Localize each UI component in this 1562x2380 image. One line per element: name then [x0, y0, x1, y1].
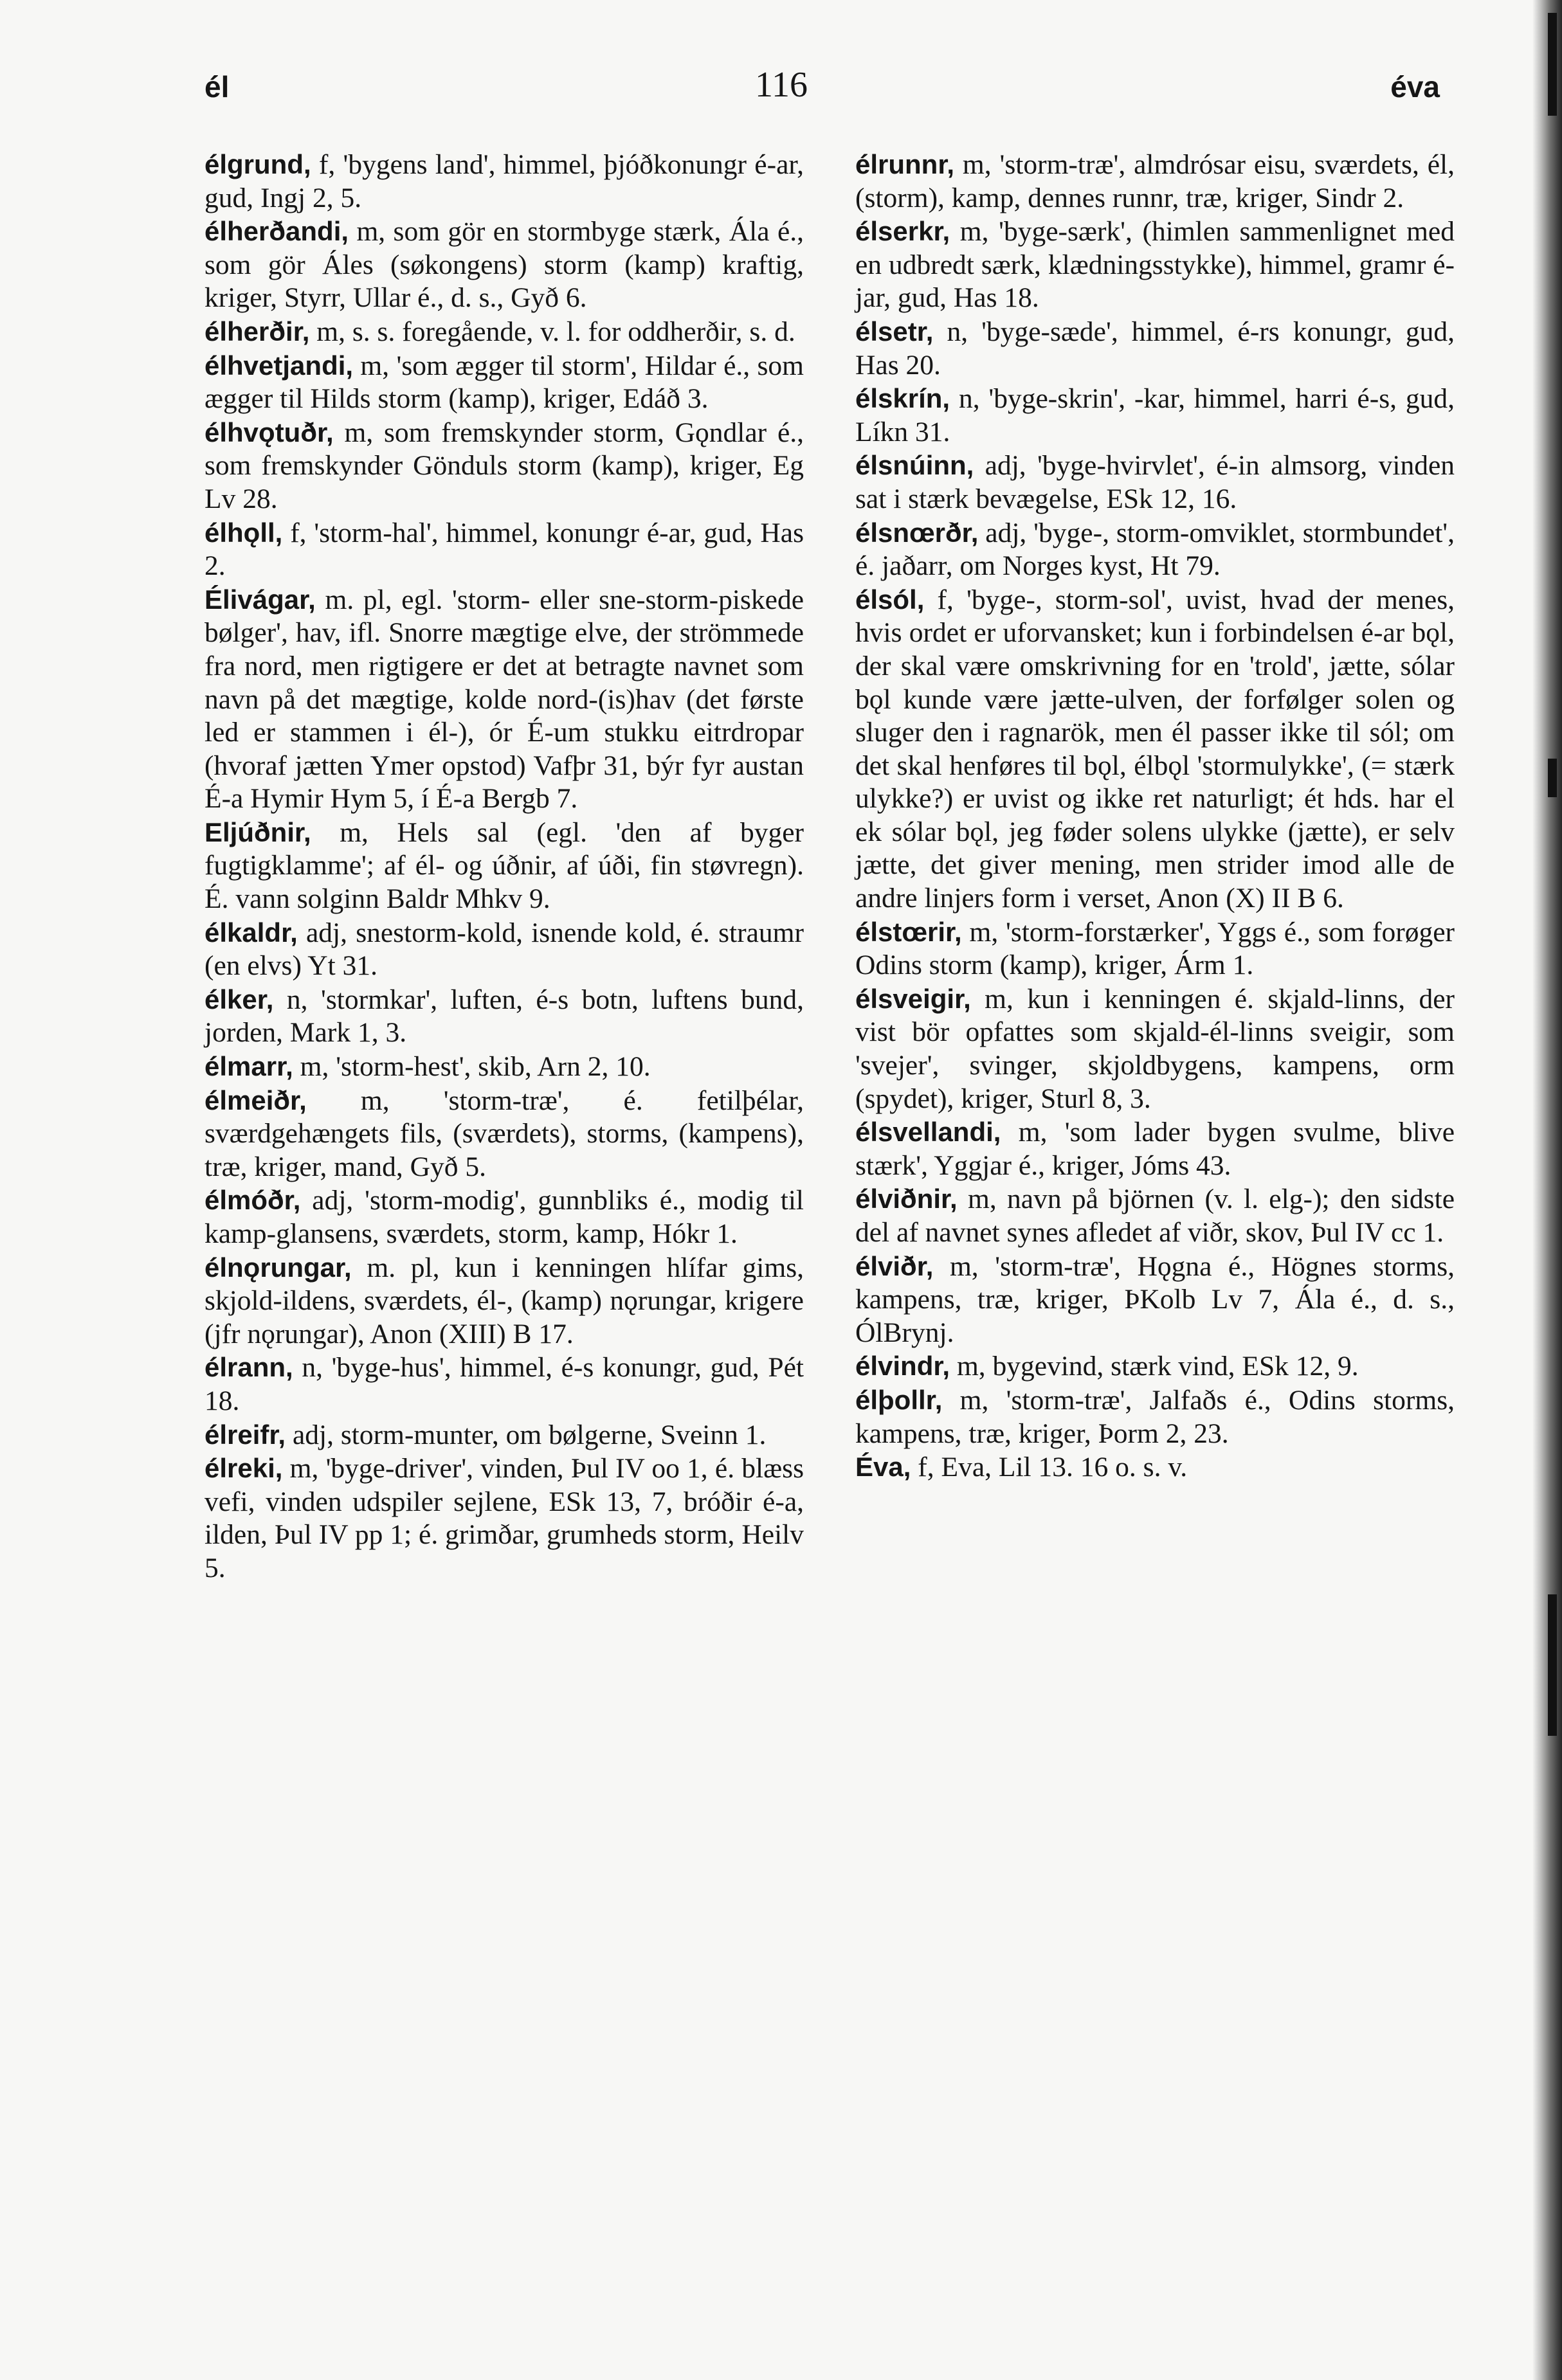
entry-definition: m, 'som ægger til storm', Hildar é., som ægger til Hilds storm (kamp), kriger, Edáð 3.	[204, 350, 804, 415]
entry-definition: f, 'storm-hal', himmel, konungr é-ar, gud, Has 2.	[204, 517, 804, 582]
dictionary-entry	[204, 916, 804, 983]
dictionary-entry	[855, 1250, 1455, 1350]
dictionary-entry	[855, 215, 1455, 315]
entry-headword: Eljúðnir,	[204, 816, 311, 847]
dictionary-entry	[204, 148, 804, 215]
entry-headword: élreifr,	[204, 1419, 286, 1450]
entry-headword: élhvǫtuðr,	[204, 417, 334, 447]
right-column	[855, 148, 1455, 1484]
dictionary-entry	[855, 1115, 1455, 1182]
entry-definition: m, Hels sal (egl. 'den af byger fugtigklamme'; af él- og úðnir, af úði, fin støvregn). É. vann solginn Baldr Mhkv 9.	[204, 816, 804, 915]
entry-headword: Éva,	[855, 1452, 911, 1483]
dictionary-entry	[855, 915, 1455, 982]
entry-headword: élsnúinn,	[855, 450, 974, 481]
left-column	[204, 148, 804, 1585]
entry-headword: élsetr,	[855, 316, 934, 347]
entry-definition: m, navn på björnen (v. l. elg-); den sidste del af navnet synes afledet af viðr, skov, Þul IV cc 1.	[855, 1184, 1455, 1248]
entry-headword: élrann,	[204, 1352, 293, 1383]
dictionary-entry	[204, 416, 804, 516]
dictionary-entry	[855, 583, 1455, 915]
entry-headword: élsvellandi,	[855, 1117, 1001, 1148]
entry-definition: m, 'storm-forstærker', Yggs é., som forøger Odins storm (kamp), kriger, Árm 1.	[855, 916, 1455, 981]
entry-definition: m, kun i kenningen é. skjald-linns, der vist bör opfattes som skjald-él-linns sveigir, som 'svejer', svinger, skjoldbygens, kampens, orm (spydet), kriger, Sturl 8, 3.	[855, 983, 1455, 1114]
entry-headword: élþollr,	[855, 1384, 943, 1415]
entry-definition: adj, 'byge-, storm-omviklet, stormbundet', é. jaðarr, om Norges kyst, Ht 79.	[855, 517, 1455, 582]
entry-definition: m, 'storm-hest', skib, Arn 2, 10.	[300, 1051, 651, 1083]
entry-headword: élmarr,	[204, 1051, 293, 1082]
dictionary-entry	[204, 1050, 804, 1084]
entry-definition: m, bygevind, stærk vind, ESk 12, 9.	[956, 1351, 1359, 1382]
dictionary-entry	[204, 315, 804, 349]
dictionary-entry	[855, 449, 1455, 516]
entry-definition: f, Eva, Lil 13. 16 o. s. v.	[918, 1452, 1188, 1483]
dictionary-entry	[204, 1084, 804, 1184]
page-number: 116	[755, 65, 808, 105]
dictionary-entry	[855, 516, 1455, 583]
entry-headword: élherðir,	[204, 316, 310, 347]
entry-headword: élviðr,	[855, 1250, 934, 1281]
entry-headword: élsnœrðr,	[855, 517, 979, 548]
dictionary-entry	[204, 1351, 804, 1418]
dictionary-entry	[855, 1450, 1455, 1484]
entry-definition: f, 'bygens land', himmel, þjóðkonungr é-ar, gud, Ingj 2, 5.	[204, 149, 804, 213]
entry-definition: m, 'storm-træ', Jalfaðs é., Odins storms, kampens, træ, kriger, Þorm 2, 23.	[855, 1384, 1455, 1449]
edge-mark	[1548, 1594, 1557, 1736]
entry-definition: m, som fremskynder storm, Gǫndlar é., som fremskynder Gönduls storm (kamp), kriger, Eg Lv 28.	[204, 417, 804, 514]
entry-headword: élskrín,	[855, 383, 950, 414]
entry-headword: élhǫll,	[204, 517, 283, 548]
dictionary-entry	[204, 1452, 804, 1585]
entry-definition: adj, storm-munter, om bølgerne, Sveinn 1.	[292, 1419, 767, 1450]
entry-headword: élstœrir,	[855, 916, 962, 947]
dictionary-entry	[204, 816, 804, 916]
entry-definition: m, s. s. foregående, v. l. for oddherðir, s. d.	[316, 316, 795, 347]
entry-definition: m, 'som lader bygen svulme, blive stærk', Yggjar é., kriger, Jóms 43.	[855, 1117, 1455, 1181]
entry-headword: élhvetjandi,	[204, 350, 354, 381]
edge-mark	[1548, 759, 1557, 797]
entry-headword: élkaldr,	[204, 917, 298, 948]
dictionary-entry	[855, 1349, 1455, 1384]
dictionary-entry	[204, 1418, 804, 1452]
dictionary-entry	[204, 215, 804, 315]
entry-definition: n, 'byge-skrin', -kar, himmel, harri é-s, gud, Líkn 31.	[855, 383, 1455, 447]
entry-headword: élmóðr,	[204, 1185, 301, 1216]
entry-headword: élnǫrungar,	[204, 1252, 352, 1283]
entry-definition: n, 'stormkar', luften, é-s botn, luftens bund, jorden, Mark 1, 3.	[204, 984, 804, 1049]
dictionary-entry	[855, 982, 1455, 1115]
dictionary-entry	[204, 349, 804, 416]
dictionary-entry	[204, 583, 804, 816]
entry-headword: élsveigir,	[855, 983, 971, 1014]
page-edge-shadow	[1532, 0, 1562, 2380]
dictionary-entry	[204, 1251, 804, 1351]
dictionary-entry	[204, 516, 804, 583]
dictionary-entry	[855, 148, 1455, 215]
entry-definition: adj, 'byge-hvirvlet', é-in almsorg, vinden sat i stærk bevægelse, ESk 12, 16.	[855, 450, 1455, 514]
dictionary-entry	[204, 1184, 804, 1250]
entry-headword: élreki,	[204, 1453, 283, 1484]
entry-definition: m, 'storm-træ', almdrósar eisu, sværdets, él, (storm), kamp, dennes runnr, træ, kriger, Sindr 2.	[855, 149, 1455, 213]
dictionary-entry	[855, 382, 1455, 449]
dictionary-entry	[855, 1384, 1455, 1450]
dictionary-entry	[855, 315, 1455, 382]
dictionary-entry	[204, 983, 804, 1050]
entry-definition: n, 'byge-sæde', himmel, é-rs konungr, gud, Has 20.	[855, 316, 1455, 381]
running-head-left: él	[204, 70, 230, 104]
entry-headword: élgrund,	[204, 149, 311, 179]
entry-definition: m, som gör en stormbyge stærk, Ála é., som gör Áles (søkongens) storm (kamp) kraftig, kriger, Styrr, Ullar é., d. s., Gyð 6.	[204, 216, 804, 314]
entry-definition: m, 'byge-særk', (himlen sammenlignet med en udbredt særk, klædningsstykke), himmel, gramr é-jar, gud, Has 18.	[855, 216, 1455, 314]
entry-definition: f, 'byge-, storm-sol', uvist, hvad der menes, hvis ordet er uforvansket; kun i forbindelsen é-ar bǫl, der skal være omskrivning for en 'trold', jætte, sólar bǫl kunde være jætte-ulven, der forfølger solen og sluger den i ragnarök, men él passer ikke til sól; om det skal henføres til bǫl, élbǫl 'stormulykke', (= stærk ulykke?) er uvist og ikke ret naturligt; ét hds. har el ek sólar bǫl, jeg føder solens ulykke (jætte), er selv jætte, det giver mening, men strider imod alle de andre linjers form i verset, Anon (X) II B 6.	[855, 584, 1455, 914]
entry-definition: m. pl, kun i kenningen hlífar gims, skjold-ildens, sværdets, él-, (kamp) nǫrungar, krigere (jfr nǫrungar), Anon (XIII) B 17.	[204, 1252, 804, 1349]
entry-headword: élviðnir,	[855, 1184, 958, 1214]
entry-definition: n, 'byge-hus', himmel, é-s konungr, gud, Pét 18.	[204, 1352, 804, 1416]
entry-definition: m, 'storm-træ', Hǫgna é., Högnes storms, kampens, træ, kriger, ÞKolb Lv 7, Ála é., d. s., ÓlBrynj.	[855, 1250, 1455, 1348]
edge-mark	[1548, 13, 1557, 116]
entry-headword: élvindr,	[855, 1351, 950, 1382]
entry-definition: adj, 'storm-modig', gunnbliks é., modig til kamp-glansens, sværdets, storm, kamp, Hókr 1.	[204, 1185, 804, 1249]
dictionary-entry	[855, 1182, 1455, 1249]
entry-headword: élserkr,	[855, 216, 950, 247]
entry-definition: m. pl, egl. 'storm- eller sne-storm-piskede bølger', hav, ifl. Snorre mægtige elve, der strömmede fra nord, men rigtigere er det at betragte navnet som navn på det mægtige, kolde nord-(is)hav (det første led er stammen i él-), ór É-um stukku eitrdropar (hvoraf jætten Ymer opstod) Vafþr 31, býr fyr austan É-a Hymir Hym 5, í É-a Bergb 7.	[204, 584, 804, 815]
entry-headword: élsól,	[855, 584, 925, 615]
entry-headword: élrunnr,	[855, 149, 955, 179]
entry-headword: Élivágar,	[204, 584, 316, 615]
running-head-right: éva	[1390, 70, 1440, 104]
entry-definition: adj, snestorm-kold, isnende kold, é. straumr (en elvs) Yt 31.	[204, 917, 804, 982]
entry-headword: élherðandi,	[204, 216, 349, 247]
entry-definition: m, 'storm-træ', é. fetilþélar, sværdgehængets fils, (sværdets), storms, (kampens), træ, kriger, mand, Gyð 5.	[204, 1085, 804, 1182]
entry-definition: m, 'byge-driver', vinden, Þul IV oo 1, é. blæss vefi, vinden udspiler sejlene, ESk 13, 7, bróðir é-a, ilden, Þul IV pp 1; é. grimðar, grumheds storm, Heilv 5.	[204, 1453, 804, 1583]
entry-headword: élker,	[204, 984, 274, 1014]
entry-headword: élmeiðr,	[204, 1085, 307, 1115]
